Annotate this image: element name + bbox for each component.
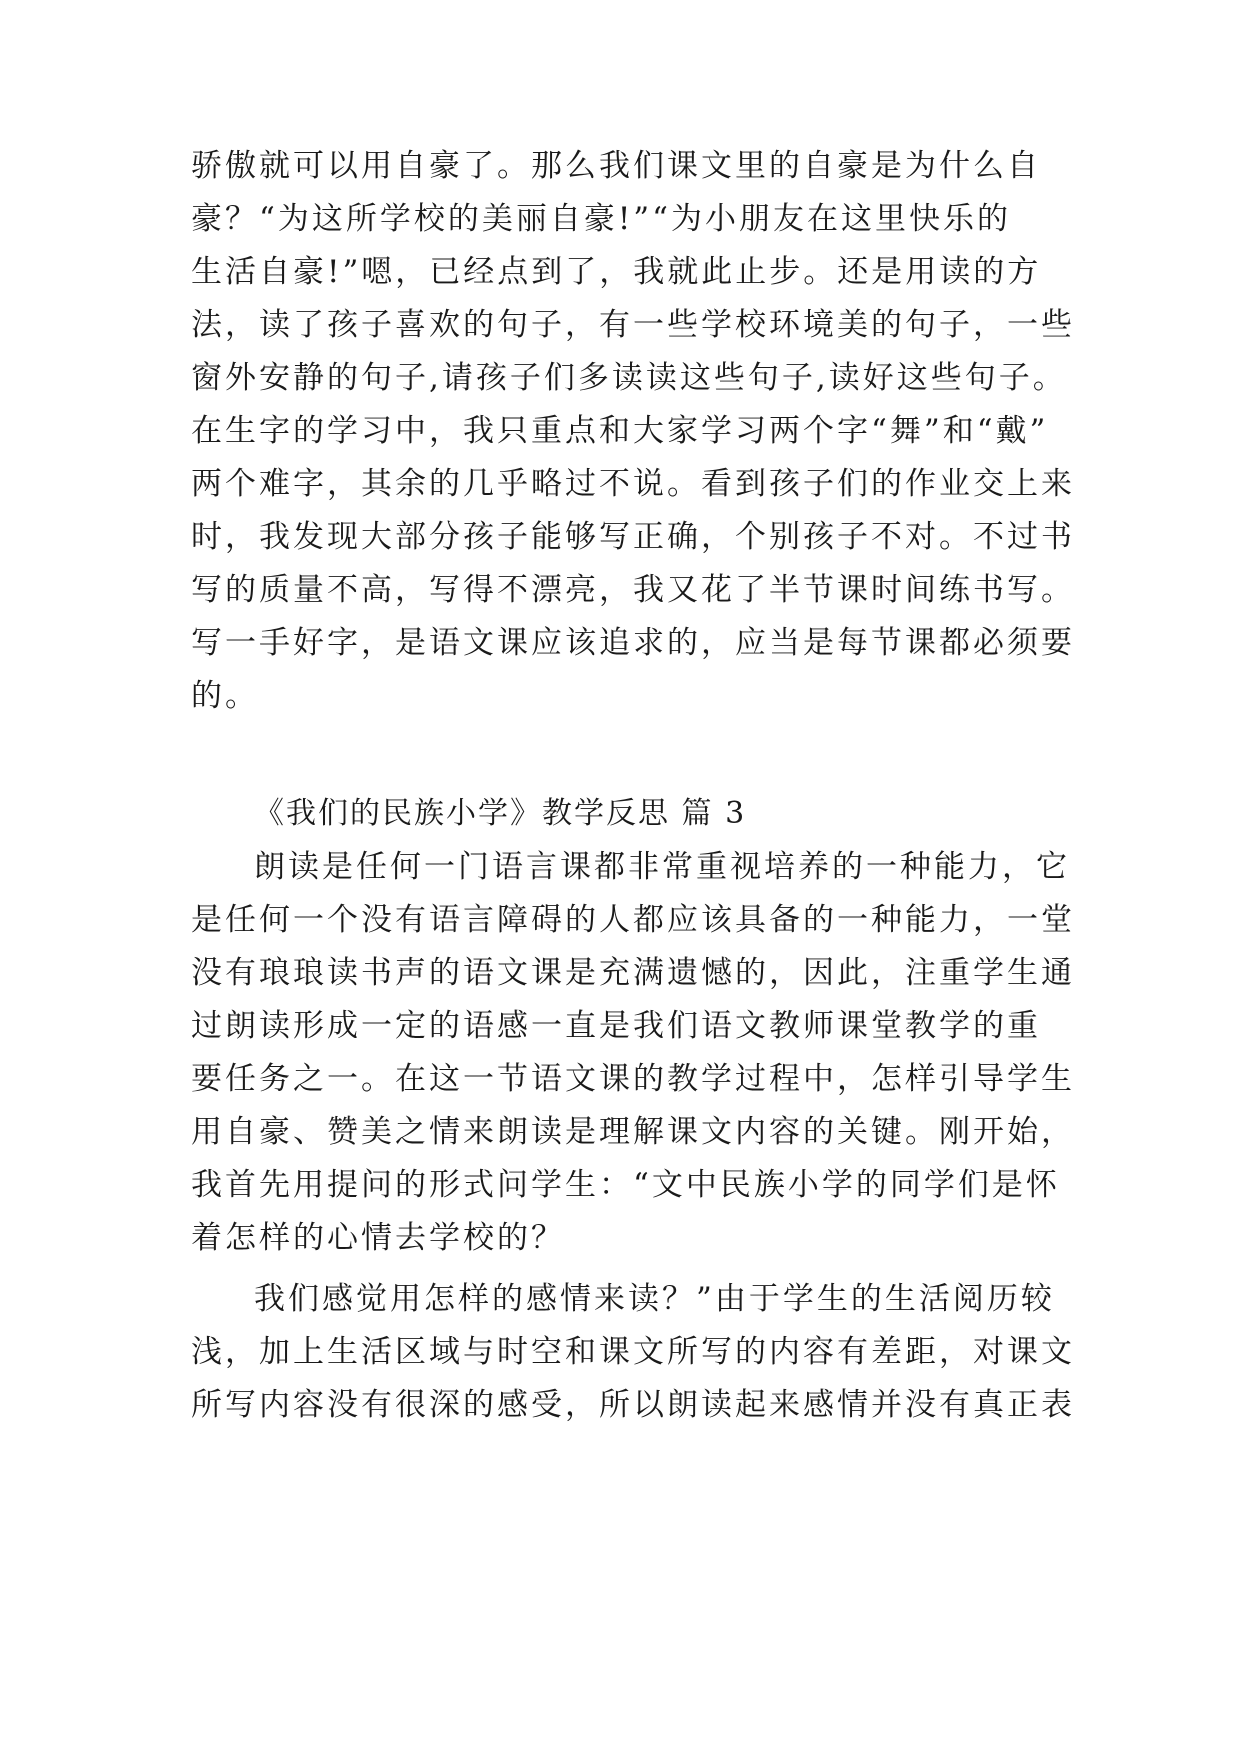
body-text-line: 两个难字，其余的几乎略过不说。看到孩子们的作业交上来 [191,466,1075,502]
body-text-line: 朗读是任何一门语言课都非常重视培养的一种能力，它 [254,849,1070,885]
body-text-line: 着怎样的心情去学校的？ [191,1220,565,1256]
body-text-line: 的。 [191,678,259,714]
body-text-line: 写一手好字，是语文课应该追求的，应当是每节课都必须要 [191,625,1075,661]
body-text-line: 是任何一个没有语言障碍的人都应该具备的一种能力，一堂 [191,902,1075,938]
body-text-line: 时，我发现大部分孩子能够写正确，个别孩子不对。不过书 [191,519,1075,555]
body-text-line: 用自豪、赞美之情来朗读是理解课文内容的关键。刚开始， [191,1114,1075,1150]
body-text-line: 没有琅琅读书声的语文课是充满遗憾的，因此，注重学生通 [191,955,1075,991]
section-title: 《我们的民族小学》教学反思 篇 3 [254,796,747,831]
body-text-line: 所写内容没有很深的感受，所以朗读起来感情并没有真正表 [191,1387,1075,1423]
body-text-line: 过朗读形成一定的语感一直是我们语文教师课堂教学的重 [191,1008,1041,1044]
body-text-line: 我们感觉用怎样的感情来读？”由于学生的生活阅历较 [254,1281,1055,1317]
body-text-line: 我首先用提问的形式问学生：“文中民族小学的同学们是怀 [191,1167,1060,1203]
body-text-line: 写的质量不高，写得不漂亮，我又花了半节课时间练书写。 [191,572,1075,608]
body-text-line: 豪？“为这所学校的美丽自豪!”“为小朋友在这里快乐的 [191,201,1011,237]
body-text-line: 法，读了孩子喜欢的句子，有一些学校环境美的句子，一些 [191,307,1075,343]
body-text-line: 窗外安静的句子,请孩子们多读读这些句子,读好这些句子。 [191,360,1067,396]
body-text-line: 生活自豪!”嗯，已经点到了，我就此止步。还是用读的方 [191,254,1042,290]
body-text-line: 骄傲就可以用自豪了。那么我们课文里的自豪是为什么自 [191,148,1041,184]
body-text-line: 浅，加上生活区域与时空和课文所写的内容有差距，对课文 [191,1334,1075,1370]
body-text-line: 在生字的学习中，我只重点和大家学习两个字“舞”和“戴” [191,413,1049,449]
body-text-line: 要任务之一。在这一节语文课的教学过程中，怎样引导学生 [191,1061,1075,1097]
